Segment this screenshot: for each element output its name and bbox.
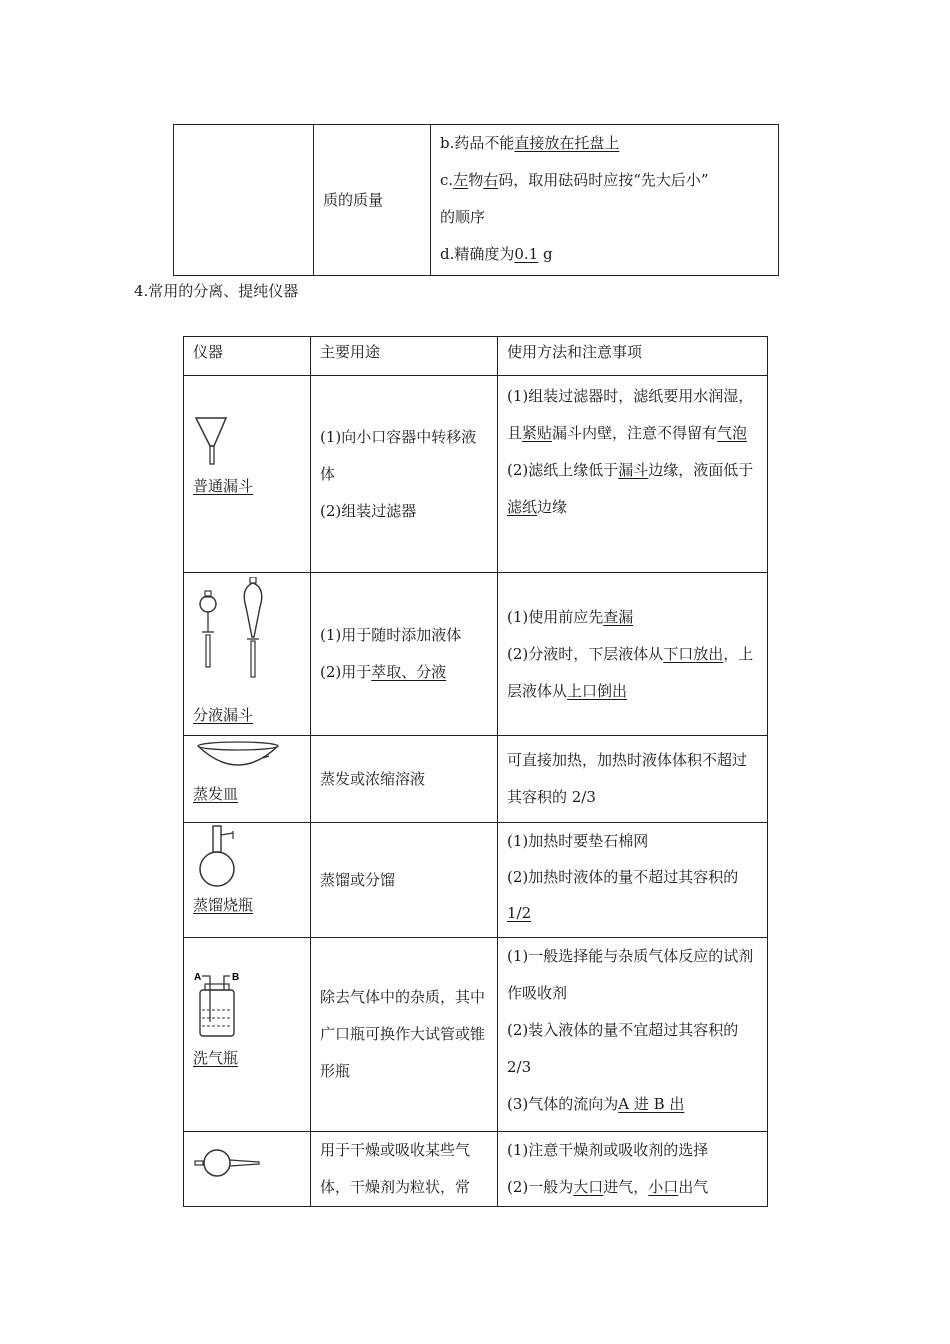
continued-table	[173, 124, 779, 276]
instrument-cell	[184, 938, 311, 1132]
notes-cell: 可直接加热，加热时液体体积不超过其容积的 2/3	[498, 736, 768, 823]
use-cell: (1)用于随时添加液体 (2)用于萃取、分液	[311, 573, 498, 736]
evaporating-dish-icon	[193, 740, 283, 776]
instrument-name: 蒸发皿	[193, 785, 239, 803]
notes-cell: (1)使用前应先查漏 (2)分液时，下层液体从下口放出，上层液体从上口倒出	[498, 573, 768, 736]
table-header-row	[184, 337, 768, 376]
notes-cell: (1)加热时要垫石棉网 (2)加热时液体的量不超过其容积的 1/2	[498, 823, 768, 938]
distillation-flask-icon	[193, 825, 253, 887]
section-heading: 4.常用的分离、提纯仪器	[134, 282, 299, 300]
instrument-name: 蒸馏烧瓶	[193, 896, 254, 914]
instrument-cell	[184, 823, 311, 938]
instrument-cell	[184, 376, 311, 573]
empty-cell	[174, 125, 314, 276]
notes-cell: (1)一般选择能与杂质气体反应的试剂作吸收剂 (2)装入液体的量不宜超过其容积的 2/3 (3)气体的流向为A 进 B 出	[498, 938, 768, 1132]
instrument-cell	[184, 1132, 311, 1207]
use-cell: 除去气体中的杂质，其中广口瓶可换作大试管或锥形瓶	[311, 938, 498, 1132]
separation-instruments-table	[183, 336, 768, 1207]
funnel-icon	[193, 416, 233, 468]
use-cell: 蒸馏或分馏	[311, 823, 498, 938]
table-row	[184, 573, 768, 736]
header-notes: 使用方法和注意事项	[498, 337, 768, 376]
svg-text:B: B	[232, 972, 240, 983]
drying-tube-icon	[193, 1146, 263, 1186]
table-row	[184, 376, 768, 573]
separatory-funnel-icon	[193, 577, 273, 697]
notes-cell: (1)组装过滤器时，滤纸要用水润湿，且紧贴漏斗内壁，注意不得留有气泡 (2)滤纸上缘低于漏斗边缘，液面低于滤纸边缘	[498, 376, 768, 573]
use-cell: 用于干燥或吸收某些气体，干燥剂为粒状，常	[311, 1132, 498, 1207]
notes-cell: (1)注意干燥剂或吸收剂的选择 (2)一般为大口进气，小口出气	[498, 1132, 768, 1207]
instrument-name: 分液漏斗	[193, 706, 254, 724]
instrument-cell	[184, 573, 311, 736]
balance-notes-cell: b.药品不能直接放在托盘上 c.左物右码，取用砝码时应按“先大后小” 的顺序 d.精确度为0.1 g	[431, 125, 779, 276]
table-row	[184, 823, 768, 938]
instrument-name: 普通漏斗	[193, 477, 254, 495]
header-use: 主要用途	[311, 337, 498, 376]
table-row	[184, 736, 768, 823]
instrument-name: 洗气瓶	[193, 1049, 239, 1067]
instrument-cell	[184, 736, 311, 823]
mid-cell: 质的质量	[314, 125, 431, 276]
gas-washing-bottle-icon	[193, 970, 243, 1040]
table-row	[184, 1132, 768, 1207]
use-cell: 蒸发或浓缩溶液	[311, 736, 498, 823]
svg-text:A: A	[194, 972, 202, 983]
use-cell: (1)向小口容器中转移液体 (2)组装过滤器	[311, 376, 498, 573]
table-row	[184, 938, 768, 1132]
header-instrument: 仪器	[184, 337, 311, 376]
